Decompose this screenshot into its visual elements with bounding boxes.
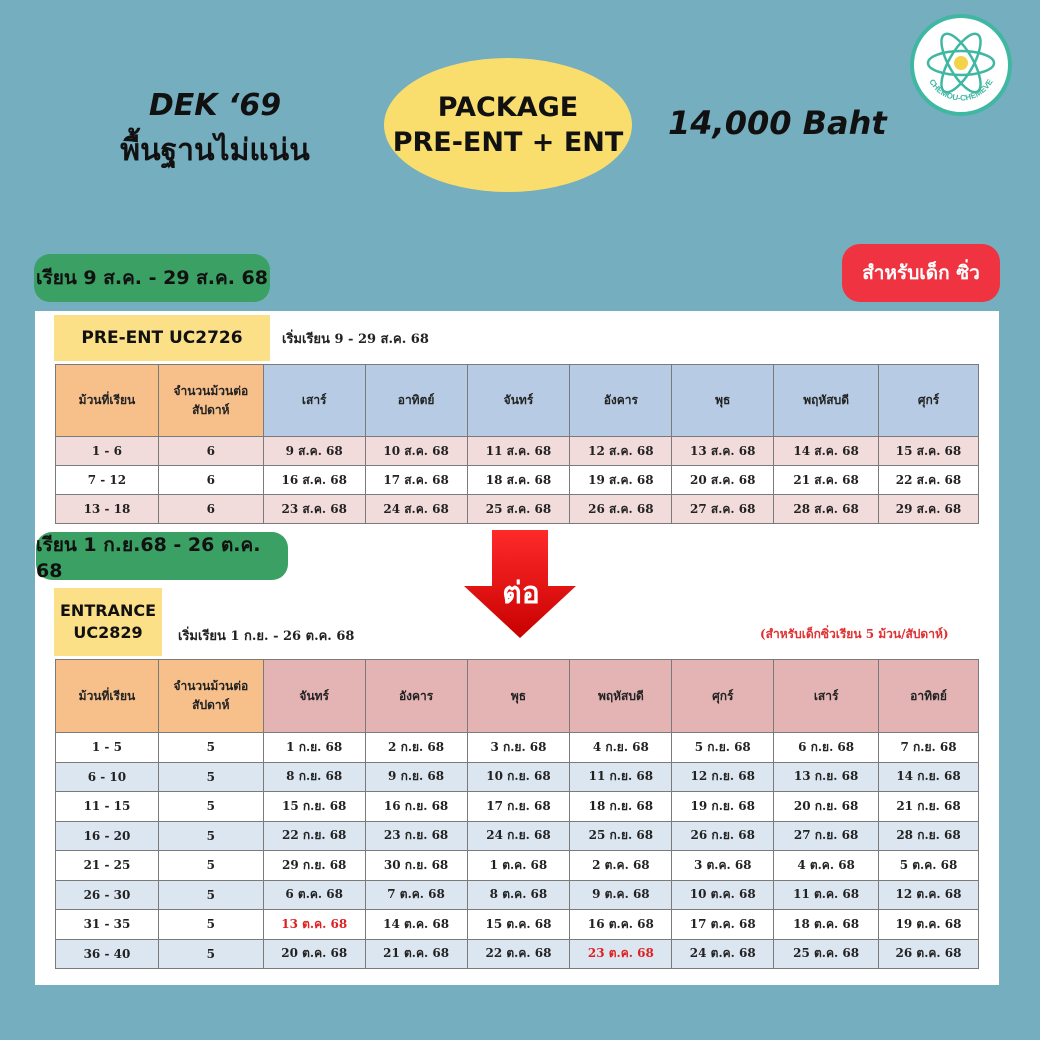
col-count-header: จำนวนม้วนต่อสัปดาห์ [158, 660, 263, 733]
date-cell: 24 ส.ค. 68 [365, 495, 467, 524]
pre-ent-table [55, 364, 979, 524]
period2-badge: เรียน 1 ก.ย.68 - 26 ต.ค. 68 [36, 532, 288, 580]
volume-cell: 21 - 25 [56, 851, 159, 881]
count-cell: 5 [158, 939, 263, 969]
count-cell: 6 [158, 466, 263, 495]
arrow-label: ต่อ [502, 576, 540, 611]
date-cell: 2 ก.ย. 68 [365, 733, 467, 763]
count-cell: 5 [158, 762, 263, 792]
day-header: พฤหัสบดี [774, 365, 879, 437]
date-cell: 21 ก.ย. 68 [879, 792, 979, 822]
date-cell: 11 ต.ค. 68 [774, 880, 879, 910]
table-row [56, 910, 979, 940]
date-cell: 27 ก.ย. 68 [774, 821, 879, 851]
count-cell: 5 [158, 910, 263, 940]
package-line1: PACKAGE [437, 91, 579, 123]
date-cell: 29 ก.ย. 68 [263, 851, 365, 881]
date-cell: 23 ก.ย. 68 [365, 821, 467, 851]
date-cell: 2 ต.ค. 68 [570, 851, 672, 881]
entrance-label: ENTRANCE UC2829 [54, 588, 162, 656]
count-cell: 5 [158, 851, 263, 881]
date-cell: 28 ส.ค. 68 [774, 495, 879, 524]
volume-cell: 31 - 35 [56, 910, 159, 940]
table-row [56, 880, 979, 910]
date-cell: 27 ส.ค. 68 [672, 495, 774, 524]
date-cell: 26 ก.ย. 68 [672, 821, 774, 851]
date-cell: 16 ส.ค. 68 [263, 466, 365, 495]
date-cell: 21 ส.ค. 68 [774, 466, 879, 495]
day-header: เสาร์ [774, 660, 879, 733]
table-row [56, 466, 979, 495]
dek-label: DEK ‘69 [148, 88, 282, 123]
logo-text: CHEMOU-CHEMEVE [927, 77, 995, 103]
date-cell: 18 ส.ค. 68 [467, 466, 570, 495]
date-cell: 20 ส.ค. 68 [672, 466, 774, 495]
date-cell: 16 ต.ค. 68 [570, 910, 672, 940]
count-cell: 5 [158, 880, 263, 910]
day-header: อาทิตย์ [365, 365, 467, 437]
date-cell: 3 ก.ย. 68 [467, 733, 570, 763]
date-cell: 8 ก.ย. 68 [263, 762, 365, 792]
table-row [56, 495, 979, 524]
volume-cell: 7 - 12 [56, 466, 159, 495]
date-cell: 28 ก.ย. 68 [879, 821, 979, 851]
col-volume-header: ม้วนที่เรียน [56, 365, 159, 437]
date-cell: 29 ส.ค. 68 [879, 495, 979, 524]
col-count-header: จำนวนม้วนต่อสัปดาห์ [158, 365, 263, 437]
date-cell: 26 ส.ค. 68 [570, 495, 672, 524]
volume-cell: 6 - 10 [56, 762, 159, 792]
date-cell: 22 ก.ย. 68 [263, 821, 365, 851]
date-cell: 19 ส.ค. 68 [570, 466, 672, 495]
package-badge [384, 58, 632, 192]
package-line2: PRE-ENT + ENT [392, 127, 624, 158]
date-cell: 5 ต.ค. 68 [879, 851, 979, 881]
volume-cell: 36 - 40 [56, 939, 159, 969]
day-header: พฤหัสบดี [570, 660, 672, 733]
day-header: พุธ [467, 660, 570, 733]
day-header: ศุกร์ [672, 660, 774, 733]
header-title [100, 88, 330, 174]
date-cell: 9 ก.ย. 68 [365, 762, 467, 792]
entrance-table [55, 659, 979, 969]
day-header: พุธ [672, 365, 774, 437]
day-header: จันทร์ [467, 365, 570, 437]
date-cell: 11 ส.ค. 68 [467, 437, 570, 466]
date-cell: 19 ต.ค. 68 [879, 910, 979, 940]
date-cell: 18 ต.ค. 68 [774, 910, 879, 940]
date-cell: 25 ก.ย. 68 [570, 821, 672, 851]
count-cell: 5 [158, 792, 263, 822]
svg-text:CHEMOU-CHEMEVE [927, 77, 995, 103]
date-cell: 14 ก.ย. 68 [879, 762, 979, 792]
subtitle-label: พื้นฐานไม่แน่น [120, 133, 310, 168]
date-cell: 14 ต.ค. 68 [365, 910, 467, 940]
date-cell: 17 ต.ค. 68 [672, 910, 774, 940]
pre-ent-start-note: เริ่มเรียน 9 - 29 ส.ค. 68 [282, 332, 429, 347]
date-cell: 15 ต.ค. 68 [467, 910, 570, 940]
day-header: ศุกร์ [879, 365, 979, 437]
table-row [56, 762, 979, 792]
table-row [56, 851, 979, 881]
date-cell: 17 ส.ค. 68 [365, 466, 467, 495]
count-cell: 6 [158, 495, 263, 524]
date-cell: 13 ต.ค. 68 [263, 910, 365, 940]
date-cell: 30 ก.ย. 68 [365, 851, 467, 881]
date-cell: 12 ต.ค. 68 [879, 880, 979, 910]
count-cell: 5 [158, 733, 263, 763]
table-row [56, 437, 979, 466]
date-cell: 12 ก.ย. 68 [672, 762, 774, 792]
pre-ent-label: PRE-ENT UC2726 [54, 315, 270, 361]
date-cell: 15 ส.ค. 68 [879, 437, 979, 466]
table-row [56, 792, 979, 822]
entrance-start-note: เริ่มเรียน 1 ก.ย. - 26 ต.ค. 68 [178, 629, 355, 644]
date-cell: 10 ส.ค. 68 [365, 437, 467, 466]
date-cell: 18 ก.ย. 68 [570, 792, 672, 822]
day-header: อังคาร [365, 660, 467, 733]
date-cell: 9 ส.ค. 68 [263, 437, 365, 466]
volume-cell: 26 - 30 [56, 880, 159, 910]
date-cell: 5 ก.ย. 68 [672, 733, 774, 763]
date-cell: 13 ก.ย. 68 [774, 762, 879, 792]
date-cell: 14 ส.ค. 68 [774, 437, 879, 466]
table-row [56, 733, 979, 763]
volume-cell: 1 - 6 [56, 437, 159, 466]
date-cell: 3 ต.ค. 68 [672, 851, 774, 881]
date-cell: 22 ต.ค. 68 [467, 939, 570, 969]
day-header: อังคาร [570, 365, 672, 437]
date-cell: 7 ต.ค. 68 [365, 880, 467, 910]
volume-cell: 11 - 15 [56, 792, 159, 822]
day-header: อาทิตย์ [879, 660, 979, 733]
date-cell: 1 ต.ค. 68 [467, 851, 570, 881]
date-cell: 17 ก.ย. 68 [467, 792, 570, 822]
date-cell: 7 ก.ย. 68 [879, 733, 979, 763]
date-cell: 23 ต.ค. 68 [570, 939, 672, 969]
date-cell: 11 ก.ย. 68 [570, 762, 672, 792]
atom-icon [914, 18, 1008, 112]
date-cell: 4 ก.ย. 68 [570, 733, 672, 763]
date-cell: 24 ต.ค. 68 [672, 939, 774, 969]
volume-cell: 1 - 5 [56, 733, 159, 763]
date-cell: 22 ส.ค. 68 [879, 466, 979, 495]
day-header: จันทร์ [263, 660, 365, 733]
audience-badge: สำหรับเด็ก ซิ่ว [842, 244, 1000, 302]
date-cell: 21 ต.ค. 68 [365, 939, 467, 969]
date-cell: 4 ต.ค. 68 [774, 851, 879, 881]
date-cell: 16 ก.ย. 68 [365, 792, 467, 822]
date-cell: 6 ต.ค. 68 [263, 880, 365, 910]
date-cell: 10 ต.ค. 68 [672, 880, 774, 910]
volume-cell: 16 - 20 [56, 821, 159, 851]
price-label: 14,000 Baht [668, 104, 887, 142]
count-cell: 5 [158, 821, 263, 851]
date-cell: 15 ก.ย. 68 [263, 792, 365, 822]
date-cell: 19 ก.ย. 68 [672, 792, 774, 822]
date-cell: 6 ก.ย. 68 [774, 733, 879, 763]
date-cell: 20 ต.ค. 68 [263, 939, 365, 969]
date-cell: 9 ต.ค. 68 [570, 880, 672, 910]
date-cell: 20 ก.ย. 68 [774, 792, 879, 822]
date-cell: 26 ต.ค. 68 [879, 939, 979, 969]
atom-logo [910, 14, 1012, 116]
date-cell: 1 ก.ย. 68 [263, 733, 365, 763]
date-cell: 8 ต.ค. 68 [467, 880, 570, 910]
count-cell: 6 [158, 437, 263, 466]
table-row [56, 821, 979, 851]
date-cell: 25 ส.ค. 68 [467, 495, 570, 524]
date-cell: 13 ส.ค. 68 [672, 437, 774, 466]
date-cell: 10 ก.ย. 68 [467, 762, 570, 792]
table-row [56, 939, 979, 969]
date-cell: 23 ส.ค. 68 [263, 495, 365, 524]
date-cell: 12 ส.ค. 68 [570, 437, 672, 466]
volume-cell: 13 - 18 [56, 495, 159, 524]
date-cell: 24 ก.ย. 68 [467, 821, 570, 851]
period1-badge: เรียน 9 ส.ค. - 29 ส.ค. 68 [34, 254, 270, 302]
col-volume-header: ม้วนที่เรียน [56, 660, 159, 733]
day-header: เสาร์ [263, 365, 365, 437]
entrance-side-note: (สำหรับเด็กซิ่วเรียน 5 ม้วน/สัปดาห์) [760, 627, 949, 641]
date-cell: 25 ต.ค. 68 [774, 939, 879, 969]
